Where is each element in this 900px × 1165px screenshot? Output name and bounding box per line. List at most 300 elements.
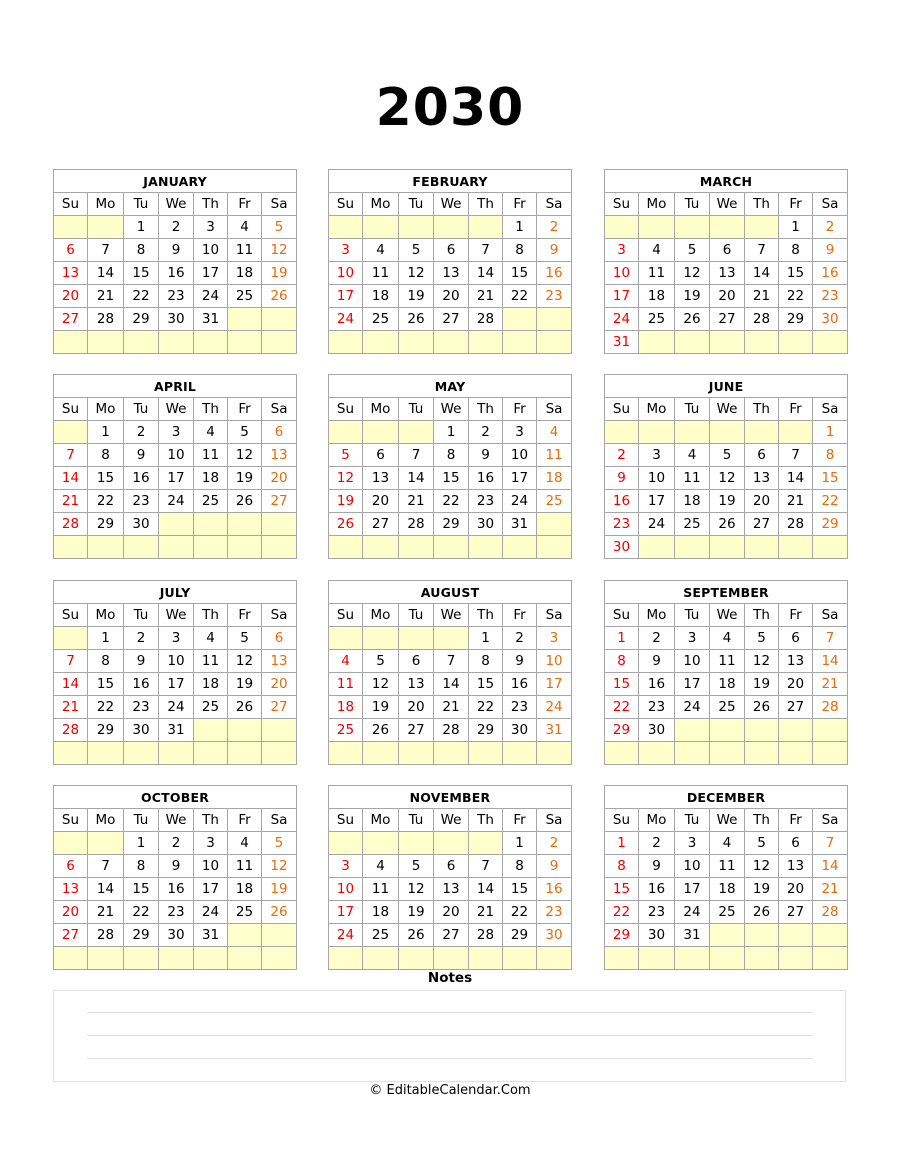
empty-day-cell <box>194 536 228 559</box>
week-row <box>54 262 297 285</box>
day-cell: 10 <box>537 650 572 673</box>
week-row <box>605 673 848 696</box>
day-cell: 19 <box>745 673 779 696</box>
notes-title: Notes <box>427 970 473 986</box>
day-cell: 12 <box>745 650 779 673</box>
day-cell: 21 <box>399 490 434 513</box>
day-cell: 30 <box>639 924 675 947</box>
day-cell: 18 <box>363 285 399 308</box>
empty-day-cell <box>745 536 779 559</box>
empty-day-cell <box>399 627 434 650</box>
empty-day-cell <box>159 331 194 354</box>
day-cell: 25 <box>194 490 228 513</box>
weekday-header: Fr <box>503 604 537 627</box>
day-cell: 10 <box>159 650 194 673</box>
empty-day-cell <box>639 742 675 765</box>
day-cell: 25 <box>228 285 262 308</box>
day-cell: 4 <box>194 421 228 444</box>
day-cell: 21 <box>813 878 848 901</box>
day-cell: 8 <box>469 650 503 673</box>
day-cell: 21 <box>54 696 88 719</box>
day-cell: 12 <box>228 444 262 467</box>
weekday-header: Th <box>745 604 779 627</box>
week-row <box>329 901 572 924</box>
day-cell: 15 <box>434 467 469 490</box>
day-cell: 2 <box>469 421 503 444</box>
week-row <box>605 855 848 878</box>
notes-line <box>87 1012 813 1013</box>
week-row <box>329 855 572 878</box>
weekday-header: Sa <box>813 398 848 421</box>
day-cell: 23 <box>503 696 537 719</box>
weekday-header: Th <box>469 193 503 216</box>
empty-day-cell <box>779 947 813 970</box>
weekday-header: Th <box>469 398 503 421</box>
day-cell: 24 <box>639 513 675 536</box>
week-row <box>329 924 572 947</box>
weekday-header: We <box>434 398 469 421</box>
empty-day-cell <box>363 536 399 559</box>
empty-day-cell <box>329 536 363 559</box>
weekday-header: Th <box>745 809 779 832</box>
day-cell: 9 <box>124 444 159 467</box>
day-cell: 21 <box>469 901 503 924</box>
week-row <box>605 331 848 354</box>
weekday-header: Fr <box>228 809 262 832</box>
day-cell: 20 <box>54 901 88 924</box>
day-cell: 15 <box>124 878 159 901</box>
day-cell: 18 <box>675 490 710 513</box>
day-cell: 3 <box>159 421 194 444</box>
day-cell: 11 <box>363 878 399 901</box>
empty-day-cell <box>813 924 848 947</box>
month-july <box>53 580 297 765</box>
day-cell: 24 <box>159 696 194 719</box>
empty-day-cell <box>675 216 710 239</box>
week-row <box>605 262 848 285</box>
weekday-header: We <box>710 809 745 832</box>
empty-day-cell <box>88 331 124 354</box>
empty-day-cell <box>54 832 88 855</box>
day-cell: 4 <box>639 239 675 262</box>
empty-day-cell <box>675 719 710 742</box>
day-cell: 30 <box>159 308 194 331</box>
day-cell: 17 <box>194 878 228 901</box>
day-cell: 20 <box>262 673 297 696</box>
day-cell: 28 <box>434 719 469 742</box>
day-cell: 6 <box>54 855 88 878</box>
day-cell: 4 <box>537 421 572 444</box>
day-cell: 28 <box>88 308 124 331</box>
notes-box[interactable] <box>53 990 846 1082</box>
month-april <box>53 374 297 559</box>
day-cell: 15 <box>503 878 537 901</box>
empty-day-cell <box>779 421 813 444</box>
day-cell: 9 <box>124 650 159 673</box>
day-cell: 28 <box>399 513 434 536</box>
day-cell: 19 <box>262 878 297 901</box>
week-row <box>329 719 572 742</box>
day-cell: 24 <box>503 490 537 513</box>
day-cell: 6 <box>710 239 745 262</box>
day-cell: 2 <box>124 421 159 444</box>
empty-day-cell <box>262 947 297 970</box>
week-row <box>605 467 848 490</box>
day-cell: 3 <box>194 832 228 855</box>
day-cell: 12 <box>675 262 710 285</box>
weekday-header: We <box>710 193 745 216</box>
day-cell: 18 <box>228 262 262 285</box>
day-cell: 13 <box>710 262 745 285</box>
day-cell: 14 <box>88 878 124 901</box>
day-cell: 16 <box>469 467 503 490</box>
week-row <box>54 696 297 719</box>
day-cell: 23 <box>124 490 159 513</box>
weekday-header: Sa <box>262 193 297 216</box>
weekday-header: Tu <box>124 398 159 421</box>
week-row <box>329 696 572 719</box>
day-cell: 11 <box>675 467 710 490</box>
day-cell: 1 <box>124 832 159 855</box>
empty-day-cell <box>88 742 124 765</box>
empty-day-cell <box>363 421 399 444</box>
day-cell: 7 <box>399 444 434 467</box>
empty-day-cell <box>675 947 710 970</box>
week-row <box>605 285 848 308</box>
week-row <box>605 421 848 444</box>
day-cell: 28 <box>54 513 88 536</box>
day-cell: 26 <box>745 696 779 719</box>
week-row <box>605 650 848 673</box>
day-cell: 2 <box>537 216 572 239</box>
day-cell: 14 <box>434 673 469 696</box>
day-cell: 20 <box>434 901 469 924</box>
day-cell: 6 <box>54 239 88 262</box>
day-cell: 5 <box>329 444 363 467</box>
week-row <box>54 901 297 924</box>
empty-day-cell <box>54 421 88 444</box>
empty-day-cell <box>675 421 710 444</box>
day-cell: 20 <box>434 285 469 308</box>
day-cell: 24 <box>605 308 639 331</box>
day-cell: 16 <box>159 262 194 285</box>
day-cell: 10 <box>503 444 537 467</box>
empty-day-cell <box>745 421 779 444</box>
day-cell: 8 <box>605 855 639 878</box>
day-cell: 2 <box>159 832 194 855</box>
day-cell: 15 <box>503 262 537 285</box>
day-cell: 6 <box>745 444 779 467</box>
day-cell: 10 <box>159 444 194 467</box>
weekday-header: Sa <box>262 604 297 627</box>
empty-day-cell <box>363 216 399 239</box>
day-cell: 24 <box>329 924 363 947</box>
day-cell: 20 <box>54 285 88 308</box>
day-cell: 14 <box>469 878 503 901</box>
week-row <box>605 308 848 331</box>
day-cell: 12 <box>262 239 297 262</box>
day-cell: 25 <box>329 719 363 742</box>
day-cell: 28 <box>469 924 503 947</box>
day-cell: 9 <box>605 467 639 490</box>
day-cell: 23 <box>605 513 639 536</box>
day-cell: 23 <box>639 901 675 924</box>
empty-day-cell <box>537 308 572 331</box>
day-cell: 3 <box>639 444 675 467</box>
empty-day-cell <box>124 947 159 970</box>
day-cell: 1 <box>88 627 124 650</box>
weekday-header: Su <box>329 398 363 421</box>
week-row <box>329 467 572 490</box>
day-cell: 22 <box>434 490 469 513</box>
empty-day-cell <box>537 947 572 970</box>
day-cell: 19 <box>675 285 710 308</box>
day-cell: 8 <box>605 650 639 673</box>
empty-day-cell <box>710 536 745 559</box>
weekday-header: Fr <box>779 193 813 216</box>
week-row <box>54 627 297 650</box>
day-cell: 29 <box>124 924 159 947</box>
month-february <box>328 169 572 354</box>
day-cell: 13 <box>262 444 297 467</box>
day-cell: 22 <box>503 285 537 308</box>
empty-day-cell <box>813 719 848 742</box>
day-cell: 12 <box>399 262 434 285</box>
empty-day-cell <box>88 216 124 239</box>
day-cell: 24 <box>159 490 194 513</box>
day-cell: 4 <box>228 832 262 855</box>
weekday-header: Su <box>54 604 88 627</box>
empty-day-cell <box>469 331 503 354</box>
day-cell: 4 <box>363 855 399 878</box>
day-cell: 25 <box>537 490 572 513</box>
empty-day-cell <box>363 627 399 650</box>
day-cell: 10 <box>675 855 710 878</box>
day-cell: 16 <box>124 673 159 696</box>
day-cell: 14 <box>54 673 88 696</box>
weekday-header: Mo <box>639 809 675 832</box>
empty-day-cell <box>434 536 469 559</box>
day-cell: 20 <box>779 673 813 696</box>
empty-day-cell <box>399 832 434 855</box>
weekday-header: Sa <box>537 398 572 421</box>
day-cell: 18 <box>639 285 675 308</box>
week-row <box>54 924 297 947</box>
empty-day-cell <box>503 947 537 970</box>
week-row <box>605 696 848 719</box>
day-cell: 12 <box>745 855 779 878</box>
day-cell: 22 <box>88 696 124 719</box>
day-cell: 3 <box>605 239 639 262</box>
day-cell: 12 <box>262 855 297 878</box>
empty-day-cell <box>262 513 297 536</box>
day-cell: 16 <box>503 673 537 696</box>
day-cell: 23 <box>124 696 159 719</box>
week-row <box>54 308 297 331</box>
day-cell: 2 <box>639 832 675 855</box>
day-cell: 17 <box>537 673 572 696</box>
day-cell: 14 <box>779 467 813 490</box>
weekday-header: Mo <box>639 398 675 421</box>
day-cell: 26 <box>329 513 363 536</box>
month-name: OCTOBER <box>54 786 297 809</box>
empty-day-cell <box>639 947 675 970</box>
month-name: JANUARY <box>54 170 297 193</box>
day-cell: 30 <box>124 719 159 742</box>
empty-day-cell <box>745 924 779 947</box>
weekday-header: Th <box>194 193 228 216</box>
day-cell: 12 <box>399 878 434 901</box>
day-cell: 12 <box>710 467 745 490</box>
week-row <box>54 832 297 855</box>
day-cell: 13 <box>434 262 469 285</box>
day-cell: 27 <box>745 513 779 536</box>
weekday-header: Sa <box>813 604 848 627</box>
day-cell: 27 <box>779 901 813 924</box>
empty-day-cell <box>813 947 848 970</box>
empty-day-cell <box>54 947 88 970</box>
day-cell: 31 <box>194 308 228 331</box>
day-cell: 13 <box>399 673 434 696</box>
empty-day-cell <box>434 947 469 970</box>
week-row <box>329 742 572 765</box>
day-cell: 23 <box>813 285 848 308</box>
day-cell: 21 <box>779 490 813 513</box>
weekday-header: Su <box>605 398 639 421</box>
day-cell: 29 <box>88 719 124 742</box>
day-cell: 21 <box>88 285 124 308</box>
month-march <box>604 169 848 354</box>
day-cell: 28 <box>813 901 848 924</box>
day-cell: 26 <box>228 696 262 719</box>
day-cell: 11 <box>194 444 228 467</box>
empty-day-cell <box>813 331 848 354</box>
day-cell: 25 <box>639 308 675 331</box>
day-cell: 25 <box>363 924 399 947</box>
day-cell: 26 <box>363 719 399 742</box>
empty-day-cell <box>503 536 537 559</box>
empty-day-cell <box>779 331 813 354</box>
notes-line <box>87 1058 813 1059</box>
empty-day-cell <box>639 216 675 239</box>
day-cell: 19 <box>228 467 262 490</box>
day-cell: 5 <box>675 239 710 262</box>
empty-day-cell <box>88 832 124 855</box>
day-cell: 20 <box>262 467 297 490</box>
day-cell: 3 <box>537 627 572 650</box>
week-row <box>54 536 297 559</box>
day-cell: 13 <box>779 855 813 878</box>
day-cell: 16 <box>639 878 675 901</box>
empty-day-cell <box>537 331 572 354</box>
empty-day-cell <box>88 536 124 559</box>
day-cell: 10 <box>639 467 675 490</box>
day-cell: 2 <box>124 627 159 650</box>
notes-line <box>87 1035 813 1036</box>
day-cell: 22 <box>503 901 537 924</box>
day-cell: 27 <box>399 719 434 742</box>
day-cell: 1 <box>469 627 503 650</box>
day-cell: 2 <box>639 627 675 650</box>
day-cell: 22 <box>88 490 124 513</box>
day-cell: 1 <box>434 421 469 444</box>
month-name: JUNE <box>605 375 848 398</box>
day-cell: 29 <box>503 924 537 947</box>
empty-day-cell <box>639 331 675 354</box>
day-cell: 16 <box>537 878 572 901</box>
day-cell: 8 <box>503 855 537 878</box>
day-cell: 14 <box>469 262 503 285</box>
day-cell: 19 <box>329 490 363 513</box>
empty-day-cell <box>329 832 363 855</box>
week-row <box>329 444 572 467</box>
day-cell: 9 <box>159 855 194 878</box>
day-cell: 23 <box>537 285 572 308</box>
day-cell: 2 <box>537 832 572 855</box>
day-cell: 16 <box>124 467 159 490</box>
month-august <box>328 580 572 765</box>
day-cell: 4 <box>710 627 745 650</box>
day-cell: 18 <box>363 901 399 924</box>
empty-day-cell <box>363 742 399 765</box>
empty-day-cell <box>363 832 399 855</box>
week-row <box>329 285 572 308</box>
weekday-header: Tu <box>124 604 159 627</box>
empty-day-cell <box>124 536 159 559</box>
empty-day-cell <box>159 742 194 765</box>
day-cell: 8 <box>124 239 159 262</box>
day-cell: 16 <box>159 878 194 901</box>
day-cell: 17 <box>329 901 363 924</box>
day-cell: 18 <box>194 673 228 696</box>
empty-day-cell <box>329 627 363 650</box>
day-cell: 17 <box>639 490 675 513</box>
week-row <box>54 490 297 513</box>
empty-day-cell <box>745 947 779 970</box>
weekday-header: Mo <box>88 193 124 216</box>
day-cell: 7 <box>469 855 503 878</box>
day-cell: 5 <box>745 832 779 855</box>
week-row <box>54 855 297 878</box>
day-cell: 14 <box>813 650 848 673</box>
day-cell: 4 <box>228 216 262 239</box>
day-cell: 5 <box>262 216 297 239</box>
weekday-header: We <box>710 604 745 627</box>
empty-day-cell <box>329 421 363 444</box>
empty-day-cell <box>745 331 779 354</box>
empty-day-cell <box>813 742 848 765</box>
day-cell: 29 <box>813 513 848 536</box>
day-cell: 13 <box>54 262 88 285</box>
weekday-header: Mo <box>639 193 675 216</box>
empty-day-cell <box>469 536 503 559</box>
week-row <box>329 650 572 673</box>
day-cell: 26 <box>228 490 262 513</box>
day-cell: 25 <box>228 901 262 924</box>
day-cell: 21 <box>813 673 848 696</box>
week-row <box>54 878 297 901</box>
weekday-header: Sa <box>813 193 848 216</box>
weekday-header: Fr <box>779 604 813 627</box>
day-cell: 17 <box>159 673 194 696</box>
empty-day-cell <box>54 742 88 765</box>
empty-day-cell <box>639 421 675 444</box>
weekday-header: Tu <box>399 398 434 421</box>
day-cell: 7 <box>813 627 848 650</box>
day-cell: 13 <box>745 467 779 490</box>
day-cell: 30 <box>537 924 572 947</box>
day-cell: 20 <box>710 285 745 308</box>
